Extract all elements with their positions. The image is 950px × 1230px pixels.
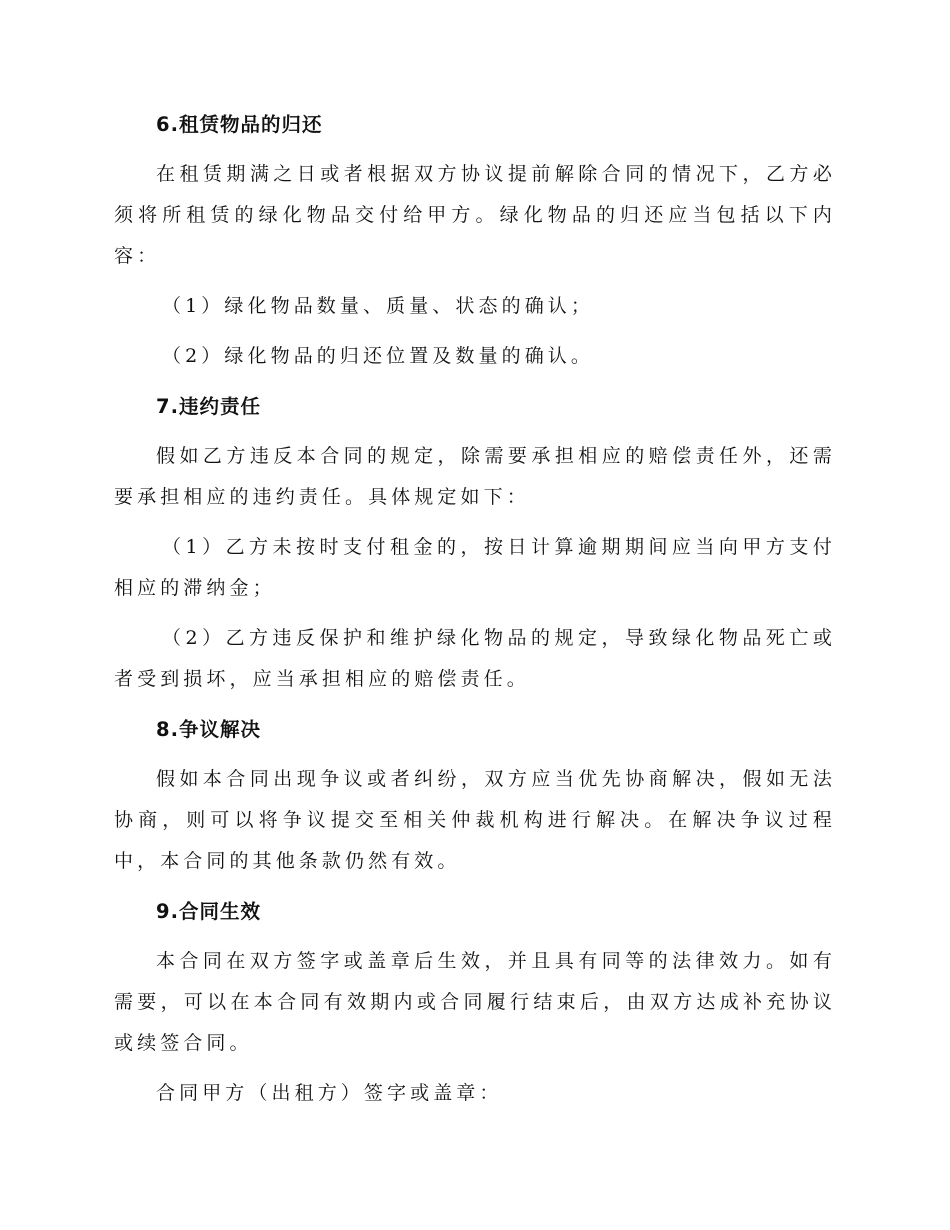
section-paragraph: 假如本合同出现争议或者纠纷，双方应当优先协商解决，假如无法协商，则可以将争议提交至相关仲裁机构进行解决。在解决争议过程中，本合同的其他条款仍然有效。	[114, 768, 836, 872]
document-body	[114, 104, 836, 1123]
section-paragraph: 在租赁期满之日或者根据双方协议提前解除合同的情况下，乙方必须将所租赁的绿化物品交付给甲方。绿化物品的归还应当包括以下内容：	[114, 163, 836, 267]
list-item: （1）乙方未按时支付租金的，按日计算逾期期间应当向甲方支付相应的滞纳金；	[114, 536, 836, 599]
section-heading: 6.租赁物品的归还	[156, 113, 323, 136]
section-heading: 7.违约责任	[156, 395, 261, 418]
section-paragraph: 本合同在双方签字或盖章后生效，并且具有同等的法律效力。如有需要，可以在本合同有效期内或合同履行结束后，由双方达成补充协议或续签合同。	[114, 950, 836, 1054]
list-item: （2）乙方违反保护和维护绿化物品的规定，导致绿化物品死亡或者受到损坏，应当承担相应的赔偿责任。	[114, 627, 836, 690]
signature-line: 合同甲方（出租方）签字或盖章：	[156, 1082, 503, 1104]
section-heading: 9.合同生效	[156, 900, 261, 923]
list-item: （2）绿化物品的归还位置及数量的确认。	[162, 345, 594, 367]
section-paragraph: 假如乙方违反本合同的规定，除需要承担相应的赔偿责任外，还需要承担相应的违约责任。具体规定如下：	[114, 445, 836, 508]
list-item: （1）绿化物品数量、质量、状态的确认；	[162, 295, 594, 317]
section-heading: 8.争议解决	[156, 718, 261, 741]
